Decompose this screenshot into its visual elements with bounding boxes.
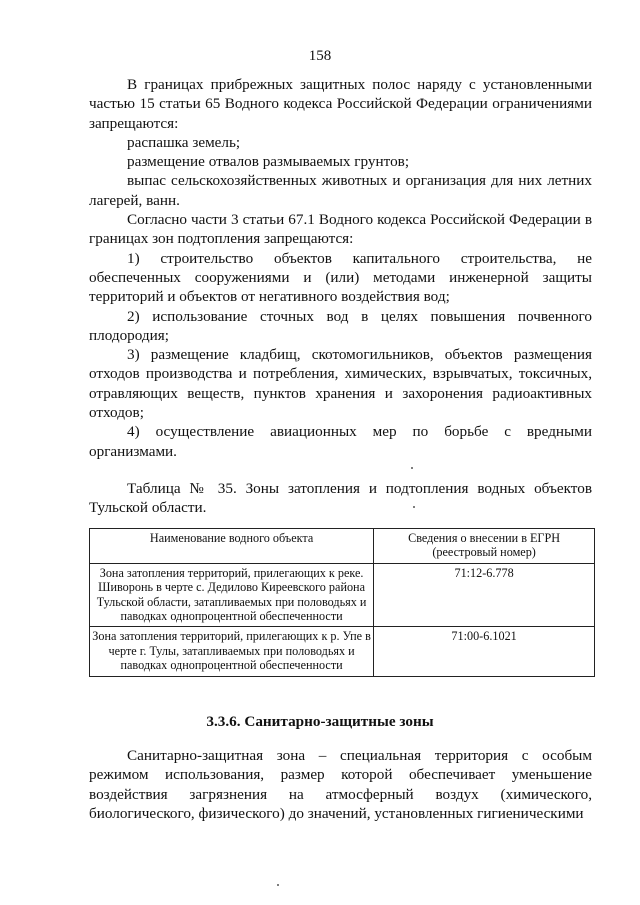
table-row [90,563,595,627]
paragraph: Согласно части 3 статьи 67.1 Водного кодекса Российской Федерации в границах зон подтопления запрещаются: [89,211,592,248]
list-item: 1) строительство объектов капитального строительства, не обеспеченных сооружениями и (или) методами инженерной защиты территорий и объектов от негативного воздействия вод; [89,249,592,306]
table-cell: Зона затопления территорий, прилегающих к р. Упе в черте г. Тулы, затапливаемых при половодьях и паводках однопроцентной обеспеченности [90,627,374,676]
column-header: Наименование водного объекта [90,529,374,564]
zones-table [89,528,595,677]
page-number: 158 [308,48,332,64]
scan-speck [413,506,415,508]
list-item: 4) осуществление авиационных мер по борьбе с вредными организмами. [89,423,592,460]
table-cell: 71:00-6.1021 [374,627,595,676]
table-cell: Зона затопления территорий, прилегающих к реке. Шиворонь в черте с. Дедилово Киреевского района Тульской области, затапливаемых при половодьях и паводках однопроцентной обеспеченности [90,563,374,627]
scan-speck [277,884,279,886]
list-item: выпас сельскохозяйственных животных и организация для них летних лагерей, ванн. [89,172,592,209]
table-row [90,627,595,676]
paragraph: Санитарно-защитная зона – специальная территория с особым режимом использования, размер которой обеспечивает уменьшение воздействия загрязнения на атмосферный воздух (химического, биологического, физического) до значений, установленных гигиеническими [89,747,592,822]
paragraph: В границах прибрежных защитных полос наряду с установленными частью 15 статьи 65 Водного кодекса Российской Федерации ограничениями запрещаются: [89,76,592,132]
list-item: 3) размещение кладбищ, скотомогильников, объектов размещения отходов производства и потребления, химических, взрывчатых, токсичных, отравляющих веществ, пунктов хранения и захоронения радиоактивных отходов; [89,346,592,422]
list-item: размещение отвалов размываемых грунтов; [127,153,410,171]
column-header: Сведения о внесении в ЕГРН (реестровый номер) [374,529,595,564]
table-cell: 71:12-6.778 [374,563,595,627]
table-caption: Таблица № 35. Зоны затопления и подтопления водных объектов Тульской области. [89,479,592,517]
table-header-row [90,529,595,564]
list-item: 2) использование сточных вод в целях повышения почвенного плодородия; [89,307,592,344]
scan-speck [411,467,413,469]
section-heading: 3.3.6. Санитарно-защитные зоны [206,713,434,730]
body-text-lower [89,746,592,823]
body-text-upper [89,75,592,518]
list-item: распашка земель; [127,133,241,151]
